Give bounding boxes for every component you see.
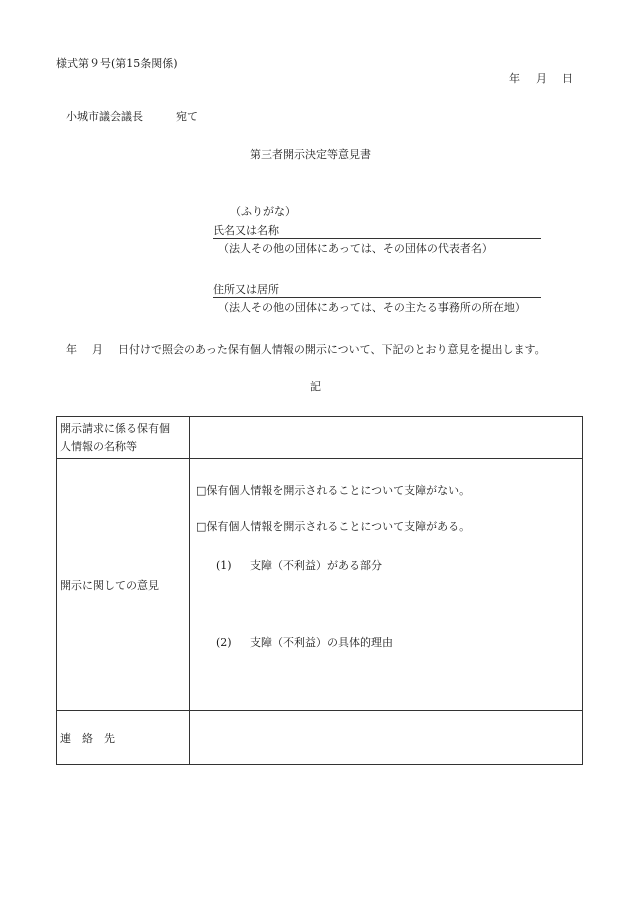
- label-opinion: 開示に関しての意見: [60, 579, 159, 592]
- row-info-name: [57, 417, 583, 459]
- label-info-name-line1: 開示請求に係る保有個: [60, 422, 170, 435]
- name-note: （法人その他の団体にあっては、その団体の代表者名）: [218, 242, 493, 255]
- intro-year: 年: [66, 343, 77, 356]
- field-info-name[interactable]: [190, 417, 583, 459]
- label-contact: 連 絡 先: [60, 732, 115, 745]
- checkbox-icon[interactable]: □: [196, 520, 207, 533]
- addressee-name: 小城市議会議長: [66, 110, 143, 123]
- sub1-text: 支障（不利益）がある部分: [250, 559, 382, 572]
- label-contact-cell: [57, 711, 190, 765]
- option-no-issue-label: 保有個人情報を開示されることについて支障がない。: [206, 484, 471, 497]
- label-opinion-cell: [57, 459, 190, 711]
- row-opinion: [57, 459, 583, 711]
- label-info-name-line2: 人情報の名称等: [60, 440, 137, 453]
- date-day-label: 日: [562, 72, 573, 85]
- field-contact[interactable]: [190, 711, 583, 765]
- date-month-label: 月: [536, 72, 547, 85]
- address-label: 住所又は居所: [213, 283, 279, 296]
- label-info-name: [57, 417, 190, 459]
- name-label: 氏名又は名称: [213, 224, 279, 237]
- date-year-label: 年: [509, 72, 520, 85]
- document-title: 第三者開示決定等意見書: [250, 148, 371, 161]
- option-no-issue[interactable]: [196, 482, 470, 499]
- option-has-issue[interactable]: [196, 518, 470, 535]
- checkbox-icon[interactable]: □: [196, 484, 207, 497]
- intro-text: 日付けで照会のあった保有個人情報の開示について、下記のとおり意見を提出します。: [118, 343, 546, 356]
- field-opinion: [190, 459, 583, 711]
- ki-heading: 記: [310, 380, 321, 393]
- option-has-issue-label: 保有個人情報を開示されることについて支障がある。: [206, 520, 471, 533]
- address-underline: [213, 297, 541, 298]
- sub1-number: (1): [216, 559, 232, 572]
- row-contact: [57, 711, 583, 765]
- name-underline: [213, 238, 541, 239]
- address-note: （法人その他の団体にあっては、その主たる事務所の所在地）: [218, 301, 526, 314]
- sub2-text: 支障（不利益）の具体的理由: [250, 636, 393, 649]
- furigana-label: （ふりがな）: [230, 205, 296, 218]
- form-number: 様式第９号(第15条関係): [56, 57, 178, 70]
- sub2-number: (2): [216, 636, 232, 649]
- addressee-suffix: 宛て: [176, 110, 198, 123]
- opinion-table: [56, 416, 583, 765]
- intro-month: 月: [92, 343, 103, 356]
